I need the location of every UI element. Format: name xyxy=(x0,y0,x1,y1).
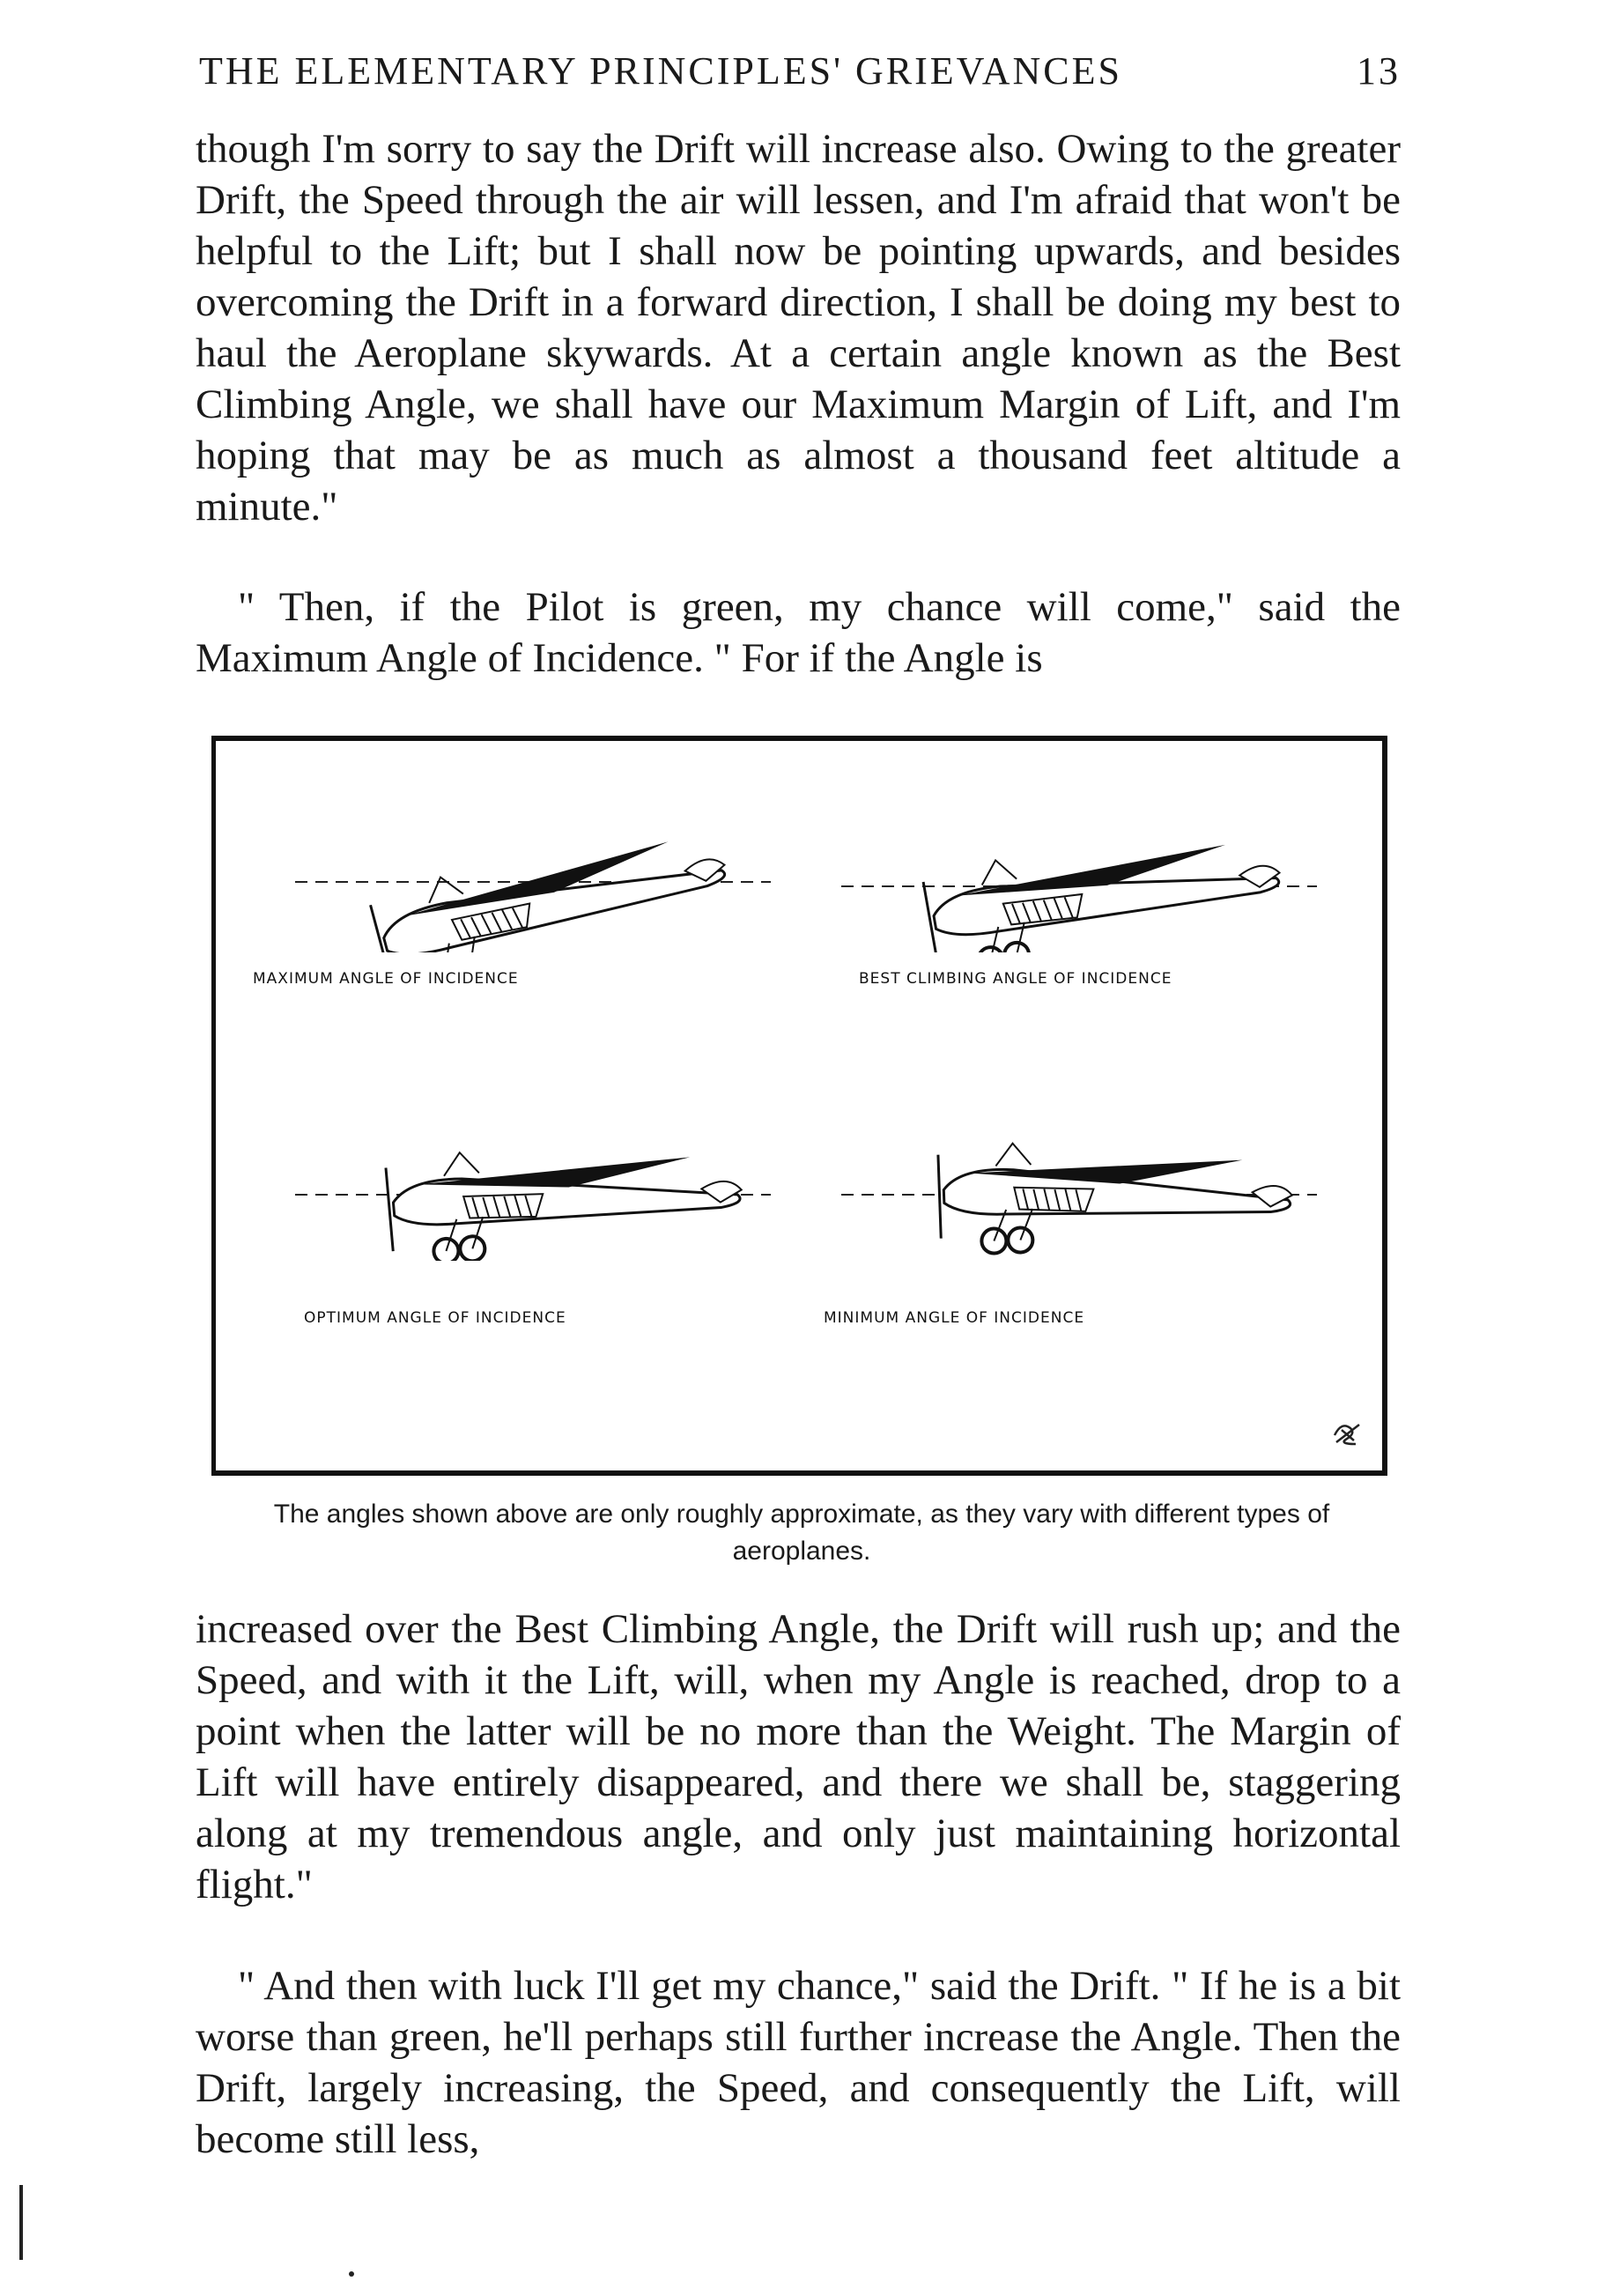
aeroplane-minimum-angle xyxy=(832,1111,1326,1261)
aeroplane-optimum-angle xyxy=(286,1111,780,1261)
paragraph: increased over the Best Climbing Angle, the Drift will rush up; and the Speed, and with it the Lift, will, when my Angle is reached, drop to a point when the latter will be no more than the Weight. The Margin of Lift will have entirely disappeared, and there we shall be, staggering along at my tremendous angle, and only just maintaining horizontal flight." xyxy=(196,1606,1401,1907)
aeroplane-maximum-angle xyxy=(286,803,780,952)
aeroplane-drawing xyxy=(286,803,780,952)
illustration-angles-of-incidence xyxy=(211,736,1387,1476)
label-maximum-angle: MAXIMUM ANGLE OF INCIDENCE xyxy=(253,970,519,988)
aeroplane-drawing xyxy=(832,803,1326,952)
margin-mark xyxy=(19,2185,23,2260)
aeroplane-drawing xyxy=(832,1111,1326,1261)
header-title: THE ELEMENTARY PRINCIPLES' GRIEVANCES xyxy=(199,49,1122,93)
paragraph: " Then, if the Pilot is green, my chance will come," said the Maximum Angle of Incidence. " For if the Angle is xyxy=(196,584,1401,681)
paragraph: " And then with luck I'll get my chance," said the Drift. " If he is a bit worse than green, he'll perhaps still further increase the Angle. Then the Drift, largely increasing, the Speed, and consequently the Lift, will become still less, xyxy=(196,1963,1401,2162)
aeroplane-best-climbing-angle xyxy=(832,803,1326,952)
aeroplane-drawing xyxy=(286,1111,780,1261)
paragraph: though I'm sorry to say the Drift will increase also. Owing to the greater Drift, the Speed through the air will lessen, and I'm afraid that won't be helpful to the Lift; but I shall now be pointing upwards, and besides overcoming the Drift in a forward direction, I shall be doing my best to haul the Aeroplane skywards. At a certain angle known as the Best Climbing Angle, we shall have our Maximum Margin of Lift, and I'm hoping that may be as much as almost a thousand feet altitude a minute." xyxy=(196,126,1401,530)
label-minimum-angle: MINIMUM ANGLE OF INCIDENCE xyxy=(824,1309,1085,1327)
page-number: 13 xyxy=(1357,49,1401,93)
label-optimum-angle: OPTIMUM ANGLE OF INCIDENCE xyxy=(304,1309,566,1327)
label-best-climbing-angle: BEST CLIMBING ANGLE OF INCIDENCE xyxy=(859,970,1172,988)
ink-dot xyxy=(349,2271,354,2277)
artist-monogram-icon xyxy=(1329,1418,1365,1455)
running-header xyxy=(199,48,1401,93)
figure-caption: The angles shown above are only roughly approximate, as they vary with different types of aeroplanes. xyxy=(273,1500,1330,1566)
